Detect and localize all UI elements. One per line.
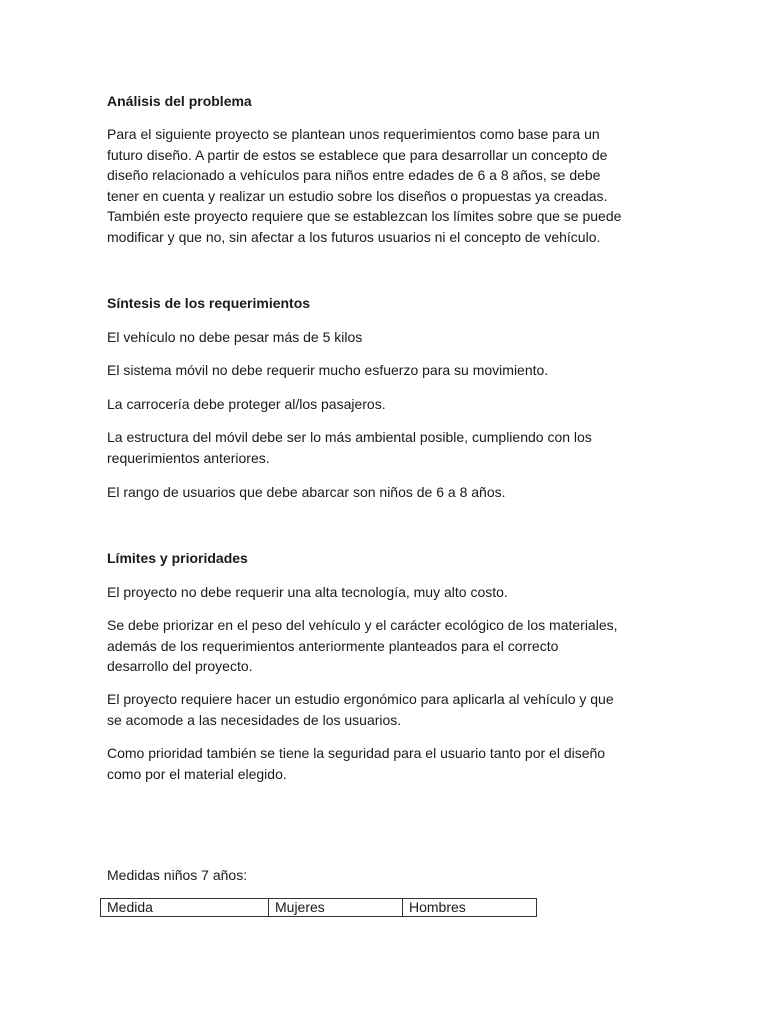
text-line: tener en cuenta y realizar un estudio sobre los diseños o propuestas ya creadas. [107,187,608,204]
heading-analisis: Análisis del problema [107,93,252,109]
text-line: Medidas niños 7 años: [107,867,248,883]
text-line: El proyecto requiere hacer un estudio ergonómico para aplicarla al vehículo y que [107,691,614,707]
text-line: modificar y que no, sin afectar a los futuros usuarios ni el concepto de vehículo. [107,228,601,245]
limit-item [107,615,667,677]
text-line: se acomode a las necesidades de los usuarios. [107,711,402,728]
requirement-item [107,482,667,503]
text-line: Se debe priorizar en el peso del vehículo y el carácter ecológico de los materiales, [107,617,618,633]
requirement-item [107,427,667,468]
measurements-caption [107,865,667,886]
text-line: Para el siguiente proyecto se plantean unos requerimientos como base para un [107,126,600,142]
text-line: La estructura del móvil debe ser lo más ambiental posible, cumpliendo con los [107,429,592,445]
paragraph-analisis [107,124,667,248]
text-line: El proyecto no debe requerir una alta tecnología, muy alto costo. [107,584,508,600]
table-header-cell: Mujeres [269,899,403,917]
text-line: También este proyecto requiere que se establezcan los límites sobre que se puede [107,208,622,225]
heading-sintesis: Síntesis de los requerimientos [107,295,311,311]
text-line: como por el material elegido. [107,765,287,782]
text-line: además de los requerimientos anteriormente planteados para el correcto [107,637,559,654]
requirement-item [107,360,667,381]
text-line: La carrocería debe proteger al/los pasajeros. [107,396,386,412]
limit-item [107,743,667,784]
text-line: requerimientos anteriores. [107,449,270,466]
measurements-table [100,898,537,917]
requirement-item [107,327,667,348]
table-header-cell: Medida [101,899,269,917]
heading-limites: Límites y prioridades [107,550,248,566]
table-header-row [101,899,537,917]
requirement-item [107,394,667,415]
table-header-cell: Hombres [403,899,537,917]
text-line: futuro diseño. A partir de estos se establece que para desarrollar un concepto de [107,146,608,163]
text-line: El sistema móvil no debe requerir mucho esfuerzo para su movimiento. [107,362,549,378]
text-line: diseño relacionado a vehículos para niños entre edades de 6 a 8 años, se debe [107,167,601,184]
text-line: El vehículo no debe pesar más de 5 kilos [107,329,363,345]
limit-item [107,582,667,603]
limit-item [107,689,667,730]
text-line: El rango de usuarios que debe abarcar son niños de 6 a 8 años. [107,484,506,500]
text-line: desarrollo del proyecto. [107,658,253,675]
text-line: Como prioridad también se tiene la seguridad para el usuario tanto por el diseño [107,745,606,761]
